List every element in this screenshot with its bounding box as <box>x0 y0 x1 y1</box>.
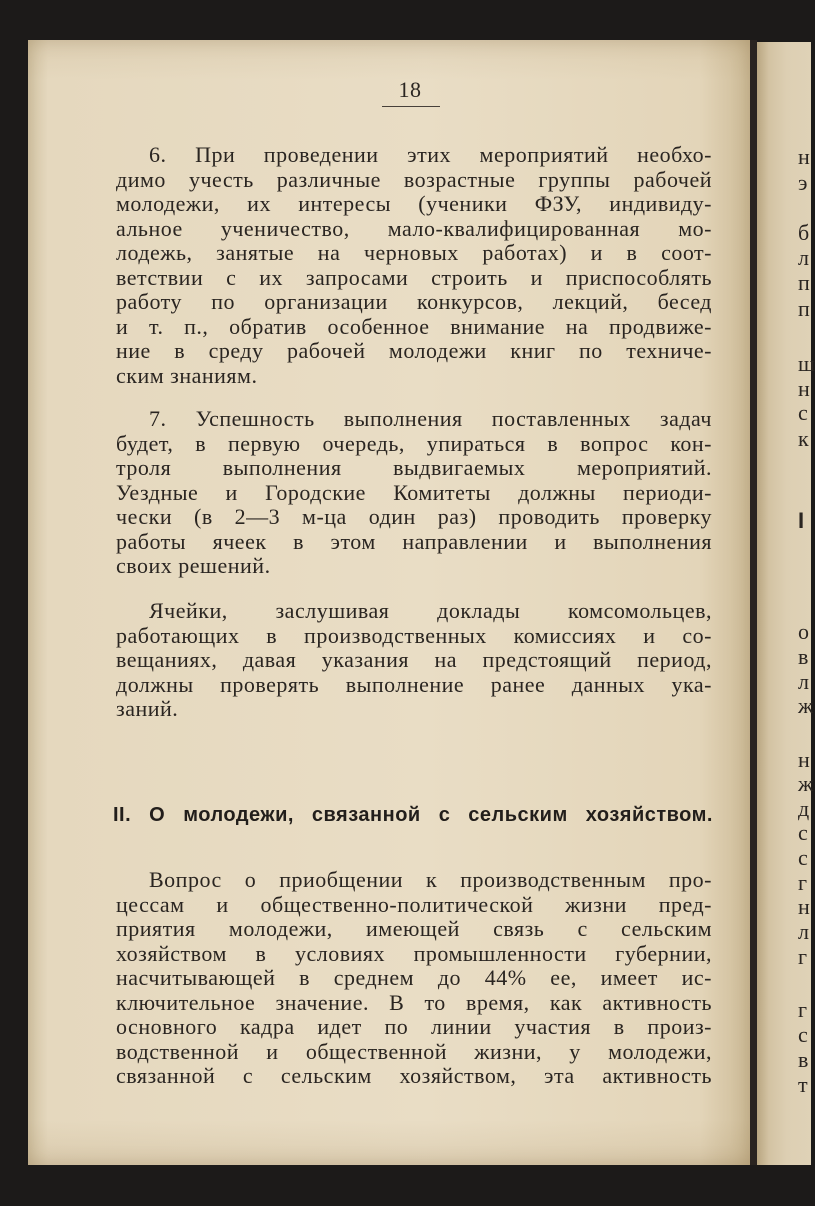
paragraph-rural-youth <box>116 868 712 1089</box>
facing-page-line-fragment: н <box>798 376 810 401</box>
facing-page-line-fragment: в <box>798 644 809 669</box>
paragraph-line: работающих в производственных комиссиях и со- <box>116 622 712 648</box>
facing-page-line-fragment: о <box>798 619 809 644</box>
paragraph-line: должны проверять выполнение ранее данных ука- <box>116 671 712 697</box>
facing-page-line-fragment: б <box>798 220 810 245</box>
paragraph-line: 7. Успешность выполнения поставленных задач <box>149 406 712 431</box>
paragraph-line: ключительное значение. В то время, как активность <box>116 989 712 1015</box>
paragraph-line: и т. п., обратив особенное внимание на продвиже- <box>116 313 712 339</box>
paragraph-line: ским знаниям. <box>116 362 258 388</box>
book-gutter <box>750 40 757 1165</box>
facing-page-line-fragment: г <box>798 870 808 895</box>
paragraph-line: приятия молодежи, имеющей связь с сельским <box>116 916 712 941</box>
paragraph-line: цессам и общественно-политической жизни пред- <box>116 891 712 917</box>
paragraph-line: ние в среду рабочей молодежи книг по техниче- <box>116 338 712 363</box>
paragraph-line: димо учесть различные возрастные группы рабочей <box>116 166 712 192</box>
facing-page-line-fragment: с <box>798 820 808 845</box>
facing-page-line-fragment: г <box>798 944 808 969</box>
paragraph-line: Ячейки, заслушивая доклады комсомольцев, <box>149 598 712 623</box>
facing-page-line-fragment: с <box>798 400 808 425</box>
facing-page-line-fragment: л <box>798 245 809 270</box>
paragraph-item-6 <box>116 143 712 388</box>
facing-page-line-fragment: ш <box>798 351 815 376</box>
facing-page-line-fragment: в <box>798 1047 809 1072</box>
facing-page-line-fragment: с <box>798 1022 808 1047</box>
facing-page-line-fragment: л <box>798 919 809 944</box>
paragraph-line: Уездные и Городские Комитеты должны периоди- <box>116 479 712 505</box>
facing-page-line-fragment: г <box>798 997 808 1022</box>
paragraph-line: своих решений. <box>116 553 271 578</box>
paragraph-line: лодежь, занятые на черновых работах) и в соот- <box>116 240 712 265</box>
section-heading: II. О молодежи, связанной с сельским хозяйством. <box>113 804 713 826</box>
paragraph-line: чески (в 2—3 м-ца один раз) проводить проверку <box>116 504 712 529</box>
facing-page-line-fragment: э <box>798 170 808 195</box>
paragraph-line: ветствии с их запросами строить и приспособлять <box>116 264 712 290</box>
paragraph-line: троля выполнения выдвигаемых мероприятий. <box>116 455 712 480</box>
facing-page-line-fragment: к <box>798 426 809 451</box>
paragraph-line: водственной и общественной жизни, у молодежи, <box>116 1038 712 1064</box>
facing-page-line-fragment: н <box>798 894 810 919</box>
paragraph-line: основного кадра идет по линии участия в произ- <box>116 1014 712 1039</box>
paragraph-line: насчитывающей в среднем до 44% ее, имеет ис- <box>116 965 712 990</box>
paragraph-line: работы ячеек в этом направлении и выполнения <box>116 528 712 554</box>
book-page <box>28 40 750 1165</box>
paragraph-line: молодежи, их интересы (ученики ФЗУ, индивиду- <box>116 191 712 216</box>
paragraph-line: будет, в первую очередь, упираться в вопрос кон- <box>116 430 712 456</box>
facing-page-heading-fragment: I <box>798 508 805 533</box>
facing-page-line-fragment: с <box>798 845 808 870</box>
facing-page <box>757 42 815 1165</box>
paragraph-cells-reports <box>116 599 712 722</box>
facing-page-line-fragment: н <box>798 144 810 169</box>
paragraph-line: хозяйством в условиях промышленности губернии, <box>116 940 712 966</box>
paragraph-line: 6. При проведении этих мероприятий необхо- <box>149 142 712 167</box>
paragraph-line: вещаниях, давая указания на предстоящий период, <box>116 647 712 672</box>
paragraph-item-7 <box>116 407 712 579</box>
facing-page-line-fragment: н <box>798 747 810 772</box>
page-number: 18 <box>398 77 422 102</box>
paragraph-line: Вопрос о приобщении к производственным про- <box>149 867 712 892</box>
paragraph-line: заний. <box>116 696 179 721</box>
facing-page-line-fragment: ж <box>798 693 814 718</box>
page-number-rule <box>382 106 440 107</box>
paragraph-line: работу по организации конкурсов, лекций, бесед <box>116 289 712 314</box>
facing-page-line-fragment: т <box>798 1072 808 1097</box>
facing-page-line-fragment: д <box>798 796 810 821</box>
facing-page-line-fragment: ж <box>798 771 814 796</box>
facing-page-line-fragment: л <box>798 669 809 694</box>
facing-page-line-fragment: п <box>798 270 810 295</box>
paragraph-line: связанной с сельским хозяйством, эта активность <box>116 1063 712 1088</box>
facing-page-line-fragment: п <box>798 296 810 321</box>
paragraph-line: альное ученичество, мало-квалифицированная мо- <box>116 215 712 241</box>
